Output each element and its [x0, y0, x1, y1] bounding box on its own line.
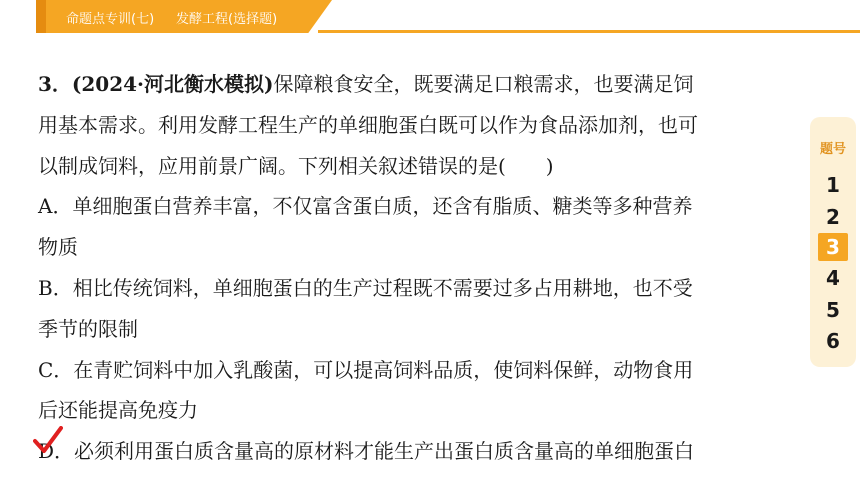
question-number: 3．(2024·河北衡水模拟)	[38, 72, 274, 96]
header-tab-edge	[36, 0, 46, 33]
header-rule	[318, 30, 860, 33]
question-nav-item-6[interactable]: 6	[826, 329, 840, 353]
question-nav-item-5[interactable]: 5	[826, 298, 840, 322]
header-topic: 命题点专训(七)	[66, 12, 155, 27]
option-a-line-2: 物质	[38, 235, 78, 260]
header-subject: 发酵工程(选择题)	[176, 12, 278, 27]
option-a-line-1: A．单细胞蛋白营养丰富，不仅富含蛋白质，还含有脂质、糖类等多种营养	[38, 194, 693, 219]
question-nav-item-2[interactable]: 2	[826, 205, 840, 229]
question-nav-item-1[interactable]: 1	[826, 173, 840, 197]
option-b-line-1: B．相比传统饲料，单细胞蛋白的生产过程既不需要过多占用耕地，也不受	[38, 275, 693, 300]
question-stem-line-2: 用基本需求。利用发酵工程生产的单细胞蛋白既可以作为食品添加剂，也可	[38, 112, 698, 137]
option-c-line-1: C．在青贮饲料中加入乳酸菌，可以提高饲料品质，使饲料保鲜，动物食用	[38, 357, 694, 382]
header-bar	[0, 0, 860, 36]
option-d-line-1: D．必须利用蛋白质含量高的原材料才能生产出蛋白质含量高的单细胞蛋白	[38, 439, 695, 464]
check-mark-icon	[33, 426, 63, 454]
question-stem-line-3: 以制成饲料，应用前景广阔。下列相关叙述错误的是( )	[38, 153, 554, 178]
question-number-nav	[810, 117, 856, 367]
option-b-line-2: 季节的限制	[38, 316, 138, 341]
question-stem-text: 保障粮食安全，既要满足口粮需求，也要满足饲	[273, 72, 694, 96]
option-c-line-2: 后还能提高免疫力	[38, 398, 198, 423]
question-nav-item-3[interactable]: 3	[818, 233, 848, 261]
question-block	[38, 64, 808, 472]
question-stem-line-1	[38, 64, 808, 105]
question-nav-item-4[interactable]: 4	[826, 266, 840, 290]
question-nav-title: 题号	[819, 142, 846, 157]
